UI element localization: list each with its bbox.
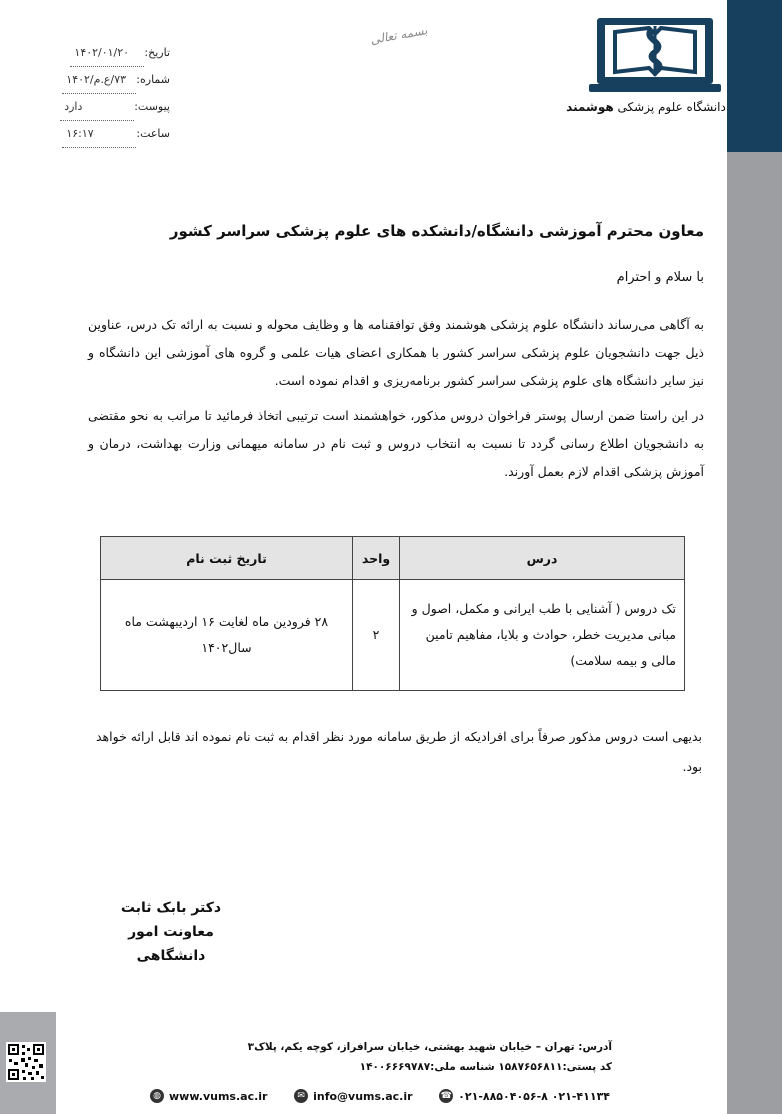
university-name: دانشگاه علوم پزشکی هوشمند [566,100,726,114]
letter-greeting: با سلام و احترام [616,270,704,285]
table-row [101,580,685,691]
letter-meta [30,40,170,148]
cell-unit: ۲ [353,580,400,691]
meta-time: ساعت: ۱۶:۱۷ [30,121,170,148]
courses-table [100,536,685,691]
letter-note: بدیهی است دروس مذکور صرفاً برای افرادیکه از طریق سامانه مورد نظر اقدام به ثبت نام نموده اند قابل ارائه خواهد بود. [96,729,702,774]
sidebar-gray-band [727,152,782,1114]
mail-icon: ✉ [294,1089,308,1103]
address-line: آدرس: تهران – خیابان شهید بهشتی، خیابان سرافراز، کوچه یکم، پلاک۳ [247,1041,612,1053]
header-date: تاریخ ثبت نام [101,537,353,580]
meta-number: شماره: ۷۳/ع.م/۱۴۰۲ [30,67,170,94]
cell-course: تک دروس ( آشنایی با طب ایرانی و مکمل، اصول و مبانی مدیریت خطر، حوادث و بلایا، مفاهیم تامین مالی و بیمه سلامت) [400,580,685,691]
sidebar-navy-band [727,0,782,152]
signature-block [96,896,246,968]
besmele-heading: بسمه تعالی [369,23,429,47]
website-contact[interactable] [150,1089,267,1103]
header-course: درس [400,537,685,580]
codes-line: کد پستی:۱۵۸۷۶۵۶۸۱۱ شناسه ملی:۱۴۰۰۶۶۶۹۷۸۷ [359,1061,612,1073]
qr-code-icon [6,1042,46,1082]
qr-block [0,1012,56,1114]
meta-attachment: پیوست: دارد [30,94,170,121]
email-link[interactable]: info@vums.ac.ir [313,1089,413,1103]
letter-recipient: معاون محترم آموزشی دانشگاه/دانشکده های علوم پزشکی سراسر کشور [169,222,704,240]
meta-date: تاریخ: ۱۴۰۲/۰۱/۲۰ [30,40,170,67]
phone-contact [439,1089,610,1103]
table-header-row [101,537,685,580]
email-contact[interactable] [294,1089,412,1103]
letter-paragraph-1: به آگاهی می‌رساند دانشگاه علوم پزشکی هوشمند وفق توافقنامه ها و وظایف محوله و نسبت به ارائه تک درس، عناوین ذیل جهت دانشجویان علوم پزشکی سراسر کشور با همکاری اعضای هیات علمی و گروه های آموزشی این دانشگاه و نیز سایر دانشگاه های علوم پزشکی سراسر کشور برنامه‌ریزی و اقدام نموده است. [88,317,704,388]
letter-paragraph-2: در این راستا ضمن ارسال پوستر فراخوان دروس مذکور، خواهشمند است ترتیبی اتخاذ فرمائید تا مراتب به نحو مقتضی به دانشجویان اطلاع رسانی گردد تا نسبت به انتخاب دروس و ثبت نام در سامانه میهمانی وزارت بهداشت، درمان و آموزش پزشکی اقدام لازم بعمل آورند. [88,408,704,479]
footer-address [248,1037,612,1077]
signer-name: دکتر بابک ثابت [120,900,222,916]
footer-contacts [150,1084,610,1108]
cell-date: ۲۸ فرودین ماه لغایت ۱۶ اردیبهشت ماه سال۱۴۰۲ [101,580,353,691]
globe-icon: ◍ [150,1089,164,1103]
phone-icon: ☎ [440,1091,452,1101]
phone-numbers: ۰۲۱-۴۱۱۳۴ ۰۲۱-۸۸۵۰۴۰۵۶-۸ [458,1089,610,1103]
website-link[interactable]: www.vums.ac.ir [169,1089,268,1103]
signer-title: معاونت امور دانشگاهی [128,924,214,964]
header-unit: واحد [353,537,400,580]
